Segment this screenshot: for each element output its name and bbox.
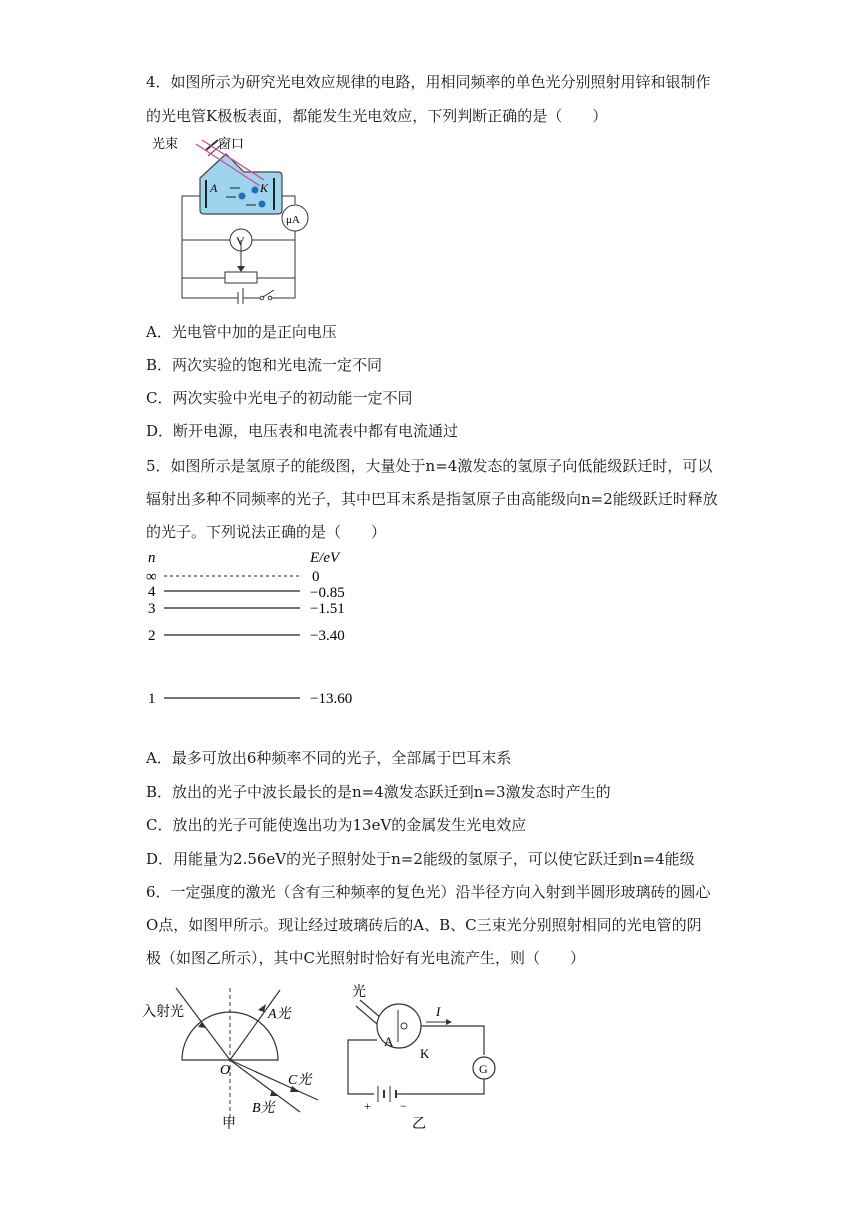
q5-stem-line-1: 5．如图所示是氢原子的能级图，大量处于n=4激发态的氢原子向低能级跃迁时，可以 [146,457,713,475]
semicircular-glass-figure [140,982,330,1132]
electron [252,187,259,194]
o-point-label: O [220,1063,231,1078]
level-e-inf: 0 [312,569,320,585]
window-label: 窗口 [218,136,245,151]
photoelectric-circuit-figure [150,132,320,304]
electron [239,193,246,200]
hydrogen-energy-level-diagram [140,548,370,708]
phototube-circuit-figure [340,982,510,1132]
yi-anode-label: A [384,1034,394,1049]
level-n-2: 2 [148,628,156,644]
incident-light-label: 入射光 [142,1005,184,1020]
current-label: I [436,1004,441,1019]
microammeter-label: μA [286,214,300,226]
plus-label: + [364,1099,371,1113]
c-light-label: C光 [288,1073,312,1088]
q4-stem-line-1: 4．如图所示为研究光电效应规律的电路，用相同频率的单色光分别照射用锌和银制作 [146,73,711,91]
a-light-label: A光 [268,1007,291,1022]
b-light-label: B光 [252,1101,275,1116]
voltmeter-label: V [236,234,245,248]
e-header: E/eV [310,550,340,566]
q5-option-c: C．放出的光子可能使逸出功为13eV的金属发生光电效应 [146,816,527,834]
figure-jia-caption: 甲 [222,1117,236,1132]
n-header: n [148,550,156,566]
q4-option-c: C．两次实验中光电子的初动能一定不同 [146,389,413,407]
q4-option-a: A．光电管中加的是正向电压 [146,323,337,341]
q6-stem-line-2: O点，如图甲所示。现让经过玻璃砖后的A、B、C三束光分别照射相同的光电管的阴 [146,916,702,934]
light-beam-label: 光束 [152,136,179,151]
cathode-label: K [260,181,269,195]
current-arrow [446,1019,452,1025]
level-e-2: −3.40 [310,628,345,644]
q4-stem-line-2: 的光电管K极板表面，都能发生光电效应，下列判断正确的是（ ） [146,107,608,125]
minus-label: − [400,1099,407,1113]
level-e-3: −1.51 [310,601,345,617]
rheostat-slider [237,266,245,272]
electron [259,201,266,208]
anode-label: A [210,181,218,195]
q4-option-b: B．两次实验的饱和光电流一定不同 [146,356,383,374]
q5-stem-line-2: 辐射出多种不同频率的光子，其中巴耳末系是指氢原子由高能级向n=2能级跃迁时释放 [146,490,718,508]
level-n-1: 1 [148,691,156,707]
level-n-inf: ∞ [146,569,157,585]
figure-yi-caption: 乙 [412,1117,426,1132]
level-n-4: 4 [148,584,156,600]
q5-stem-line-3: 的光子。下列说法正确的是（ ） [146,523,387,541]
q5-option-b: B．放出的光子中波长最长的是n=4激发态跃迁到n=3激发态时产生的 [146,783,611,801]
galvanometer-label: G [479,1062,488,1076]
rheostat [225,272,257,283]
level-n-3: 3 [148,601,156,617]
q5-option-d: D．用能量为2.56eV的光子照射处于n=2能级的氢原子，可以使它跃迁到n=4能级 [146,850,695,868]
q6-stem-line-3: 极（如图乙所示），其中C光照射时恰好有光电流产生，则（ ） [146,949,585,967]
q6-stem-line-1: 6．一定强度的激光（含有三种频率的复色光）沿半径方向入射到半圆形玻璃砖的圆心 [146,883,711,901]
yi-cathode-label: K [420,1046,430,1061]
level-e-1: −13.60 [310,691,353,707]
level-e-4: −0.85 [310,585,345,601]
q4-option-d: D．断开电源，电压表和电流表中都有电流通过 [146,422,459,440]
q5-option-a: A．最多可放出6种频率不同的光子，全部属于巴耳末系 [146,749,512,767]
yi-light-label: 光 [352,985,366,1000]
